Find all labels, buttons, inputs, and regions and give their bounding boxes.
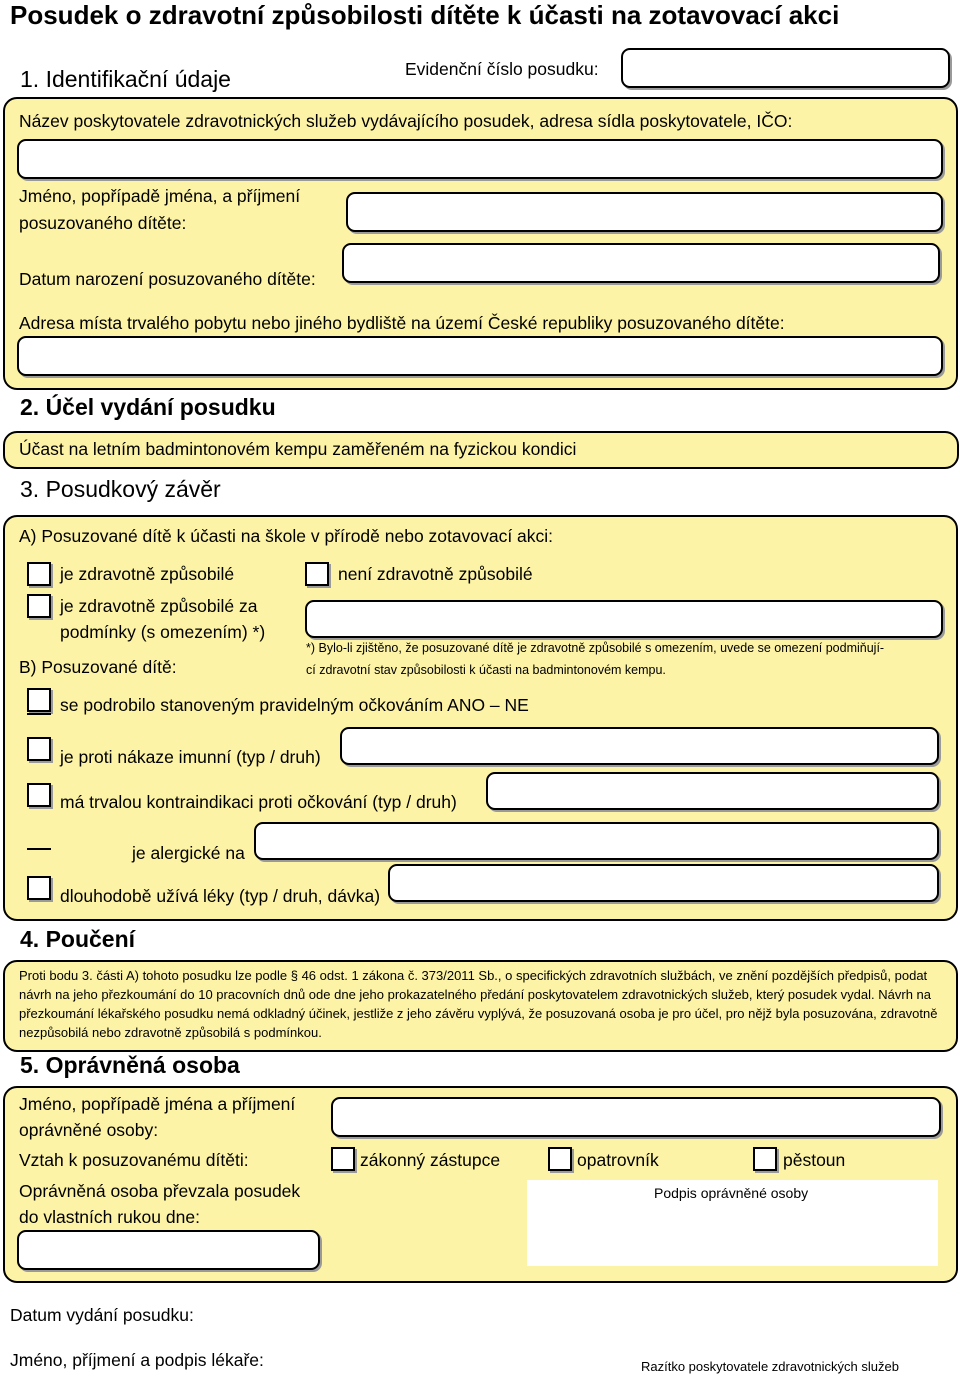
- vaccination-checkbox[interactable]: [27, 688, 51, 712]
- conditional-checkbox[interactable]: [27, 594, 51, 618]
- medication-checkbox[interactable]: [27, 876, 51, 900]
- conditional-label-2: podmínky (s omezením) *): [60, 622, 266, 642]
- received-date-field[interactable]: [17, 1230, 320, 1270]
- contraindication-checkbox[interactable]: [27, 783, 51, 807]
- authorized-name-field[interactable]: [331, 1097, 941, 1137]
- issue-date-label: Datum vydání posudku:: [10, 1305, 194, 1325]
- immune-checkbox[interactable]: [27, 737, 51, 761]
- foster-parent-checkbox[interactable]: [753, 1147, 777, 1171]
- section-4-heading: 4. Poučení: [20, 926, 136, 952]
- doctor-label: Jméno, příjmení a podpis lékaře:: [10, 1350, 264, 1370]
- part-a-heading: A) Posuzované dítě k účasti na škole v přírodě nebo zotavovací akci:: [19, 526, 554, 546]
- section-2-heading: 2. Účel vydání posudku: [20, 394, 276, 420]
- medication-label: dlouhodobě užívá léky (typ / druh, dávka): [60, 886, 381, 906]
- conditional-label-1: je zdravotně způsobilé za: [60, 596, 258, 616]
- vaccination-dash: [27, 713, 51, 715]
- received-label-2: do vlastních rukou dne:: [19, 1207, 200, 1227]
- medication-field[interactable]: [388, 864, 939, 902]
- restriction-note-1: *) Bylo-li zjištěno, že posuzované dítě je zdravotně způsobilé s omezením, uvede se omezení podmiňují-: [306, 641, 885, 655]
- fit-checkbox[interactable]: [27, 562, 51, 586]
- evidencni-cislo-field[interactable]: [621, 48, 950, 88]
- restriction-field[interactable]: [305, 600, 943, 638]
- purpose-text: Účast na letním badmintonovém kempu zaměřeném na fyzickou kondici: [19, 439, 577, 459]
- unfit-checkbox[interactable]: [305, 562, 329, 586]
- immune-label: je proti nákaze imunní (typ / druh): [60, 747, 321, 767]
- contraindication-field[interactable]: [486, 772, 939, 810]
- unfit-label: není zdravotně způsobilé: [338, 564, 533, 584]
- legal-representative-label: zákonný zástupce: [360, 1150, 501, 1170]
- page-title: Posudek o zdravotní způsobilosti dítěte k účasti na zotavovací akci: [10, 0, 840, 30]
- stamp-label: Razítko poskytovatele zdravotnických služeb: [641, 1359, 899, 1374]
- contraindication-label: má trvalou kontraindikaci proti očkování (typ / druh): [60, 792, 457, 812]
- dob-label: Datum narození posuzovaného dítěte:: [19, 269, 316, 289]
- relation-label: Vztah k posuzovanému dítěti:: [19, 1150, 249, 1170]
- guardian-checkbox[interactable]: [548, 1147, 572, 1171]
- address-label: Adresa místa trvalého pobytu nebo jiného bydliště na území České republiky posuzovaného dítěte:: [19, 313, 785, 333]
- authorized-name-label-2: oprávněné osoby:: [19, 1120, 159, 1140]
- provider-field[interactable]: [17, 139, 943, 179]
- provider-label: Název poskytovatele zdravotnických služeb vydávajícího posudek, adresa sídla poskytovatele, IČO:: [19, 111, 793, 131]
- section-1-heading: 1. Identifikační údaje: [20, 66, 231, 92]
- fit-label: je zdravotně způsobilé: [60, 564, 235, 584]
- child-name-label-2: posuzovaného dítěte:: [19, 213, 187, 233]
- pouceni-text: Proti bodu 3. části A) tohoto posudku lze podle § 46 odst. 1 zákona č. 373/2011 Sb., o specifických zdravotních službách, ve znění pozdějších předpisů, podat návrh na jeho přezkoumání do 10 pracovních dnů ode dne jeho prokazatelného předání poskytovatelem zdravotnických služeb, který posudek vydal. Návrh na přezkoumání lékařského posudku nemá odkladný účinek, jestliže z jeho závěru vyplývá, že posuzovaná osoba je pro účel, pro nějž byla posuzována, zdravotně nezpůsobilá nebo zdravotně způsobilá s podmínkou.: [19, 968, 938, 1040]
- guardian-label: opatrovník: [577, 1150, 659, 1170]
- legal-representative-checkbox[interactable]: [331, 1147, 355, 1171]
- immune-field[interactable]: [340, 727, 939, 765]
- child-name-label: Jméno, popřípadě jména, a příjmení: [19, 186, 301, 206]
- allergy-label: je alergické na: [132, 843, 245, 863]
- foster-parent-label: pěstoun: [783, 1150, 846, 1170]
- allergy-field[interactable]: [254, 822, 939, 860]
- part-b-heading: B) Posuzované dítě:: [19, 657, 177, 677]
- authorized-name-label-1: Jméno, popřípadě jména a příjmení: [19, 1094, 296, 1114]
- section-3-heading: 3. Posudkový závěr: [20, 476, 221, 502]
- child-name-field[interactable]: [346, 192, 943, 232]
- evidencni-label: Evidenční číslo posudku:: [405, 59, 599, 79]
- address-field[interactable]: [17, 336, 943, 376]
- received-label-1: Oprávněná osoba převzala posudek: [19, 1181, 301, 1201]
- allergy-dash: [27, 848, 51, 850]
- signature-label: Podpis oprávněné osoby: [654, 1185, 809, 1201]
- restriction-note-2: cí zdravotní stav způsobilosti k účasti na badmintonovém kempu.: [306, 663, 666, 677]
- section-5-heading: 5. Oprávněná osoba: [20, 1052, 240, 1078]
- vaccination-label: se podrobilo stanoveným pravidelným očkováním ANO – NE: [60, 695, 529, 715]
- dob-field[interactable]: [342, 243, 940, 283]
